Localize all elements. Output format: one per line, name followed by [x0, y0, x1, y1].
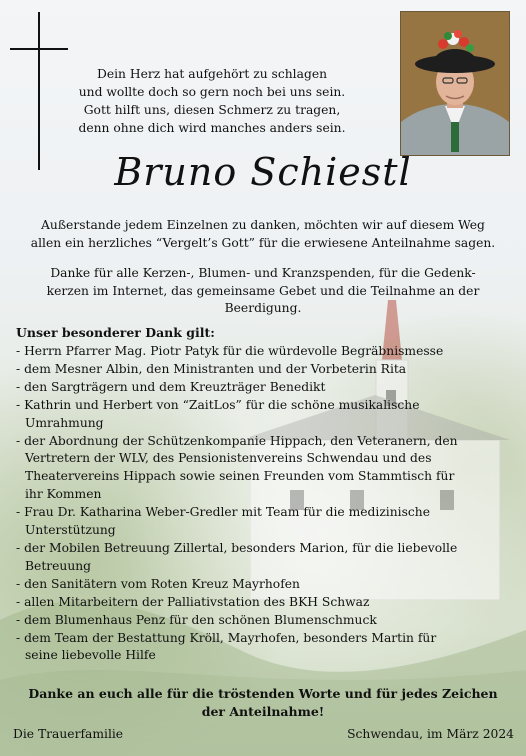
list-item: - dem Blumenhaus Penz für den schönen Blumenschmuck — [16, 612, 377, 627]
list-item-continuation: Umrahmung — [25, 415, 104, 430]
paragraph-line: kerzen im Internet, das gemeinsame Gebet und die Teilnahme an der — [46, 283, 480, 298]
list-item: - dem Mesner Albin, den Ministranten und der Vorbeterin Rita — [16, 361, 407, 376]
list-item-continuation: Theatervereins Hippach sowie seinen Freunden vom Stammtisch für — [25, 469, 455, 484]
list-item-continuation: Unterstützung — [25, 523, 116, 538]
closing-line: der Anteilnahme! — [201, 704, 325, 719]
deceased-name: Bruno Schiestl — [114, 150, 412, 194]
list-item: - den Sargträgern und dem Kreuzträger Benedikt — [16, 379, 326, 394]
list-item: - der Abordnung der Schützenkompanie Hippach, den Veteranern, den — [16, 433, 458, 448]
thanks-paragraph-1 — [10, 217, 516, 252]
paragraph-line: Beerdigung. — [224, 301, 302, 315]
list-item: - Herrn Pfarrer Mag. Piotr Patyk für die würdevolle Begräbnismesse — [16, 344, 444, 358]
poem — [62, 65, 362, 137]
thanks-paragraph-2 — [10, 265, 516, 318]
poem-line: denn ohne dich wird manches anders sein. — [78, 121, 346, 135]
list-item-continuation: Betreuung — [25, 558, 92, 573]
list-item: - allen Mitarbeitern der Palliativstation des BKH Schwaz — [16, 594, 370, 609]
list-item: - Frau Dr. Katharina Weber-Gredler mit Team für die medizinische — [16, 505, 430, 520]
paragraph-line: Danke für alle Kerzen-, Blumen- und Kranzspenden, für die Gedenk- — [50, 266, 476, 280]
poem-line: Dein Herz hat aufgehört zu schlagen — [96, 67, 328, 81]
closing-text — [0, 685, 526, 721]
list-item-continuation: seine liebevolle Hilfe — [25, 648, 156, 663]
poem-line: und wollte doch so gern noch bei uns sein. — [78, 85, 346, 99]
closing-line: Danke an euch alle für die tröstenden Worte und für jedes Zeichen — [28, 686, 498, 701]
portrait-photo — [400, 11, 510, 156]
place-date: Schwendau, im März 2024 — [347, 727, 514, 741]
poem-line: Gott hilft uns, diesen Schmerz zu tragen, — [83, 103, 341, 117]
list-item-continuation: Vertretern der WLV, des Pensionistenvereins Schwendau und des — [25, 451, 432, 466]
list-item: - Kathrin und Herbert von “ZaitLos” für die schöne musikalische — [16, 397, 420, 412]
cross-icon — [10, 12, 68, 172]
list-item: - dem Team der Bestattung Kröll, Mayrhofen, besonders Martin für — [16, 630, 437, 645]
paragraph-line: Außerstande jedem Einzelnen zu danken, möchten wir auf diesem Weg — [41, 218, 485, 232]
thanks-heading: Unser besonderer Dank gilt: — [16, 325, 215, 340]
paragraph-line: allen ein herzliches “Vergelt’s Gott” für die erwiesene Anteilnahme sagen. — [30, 235, 496, 250]
list-item: - den Sanitätern vom Roten Kreuz Mayrhofen — [16, 576, 300, 591]
list-item-continuation: ihr Kommen — [25, 487, 102, 502]
signature-family: Die Trauerfamilie — [13, 727, 124, 741]
list-item: - der Mobilen Betreuung Zillertal, besonders Marion, für die liebevolle — [16, 540, 458, 555]
thanks-list — [16, 343, 516, 665]
